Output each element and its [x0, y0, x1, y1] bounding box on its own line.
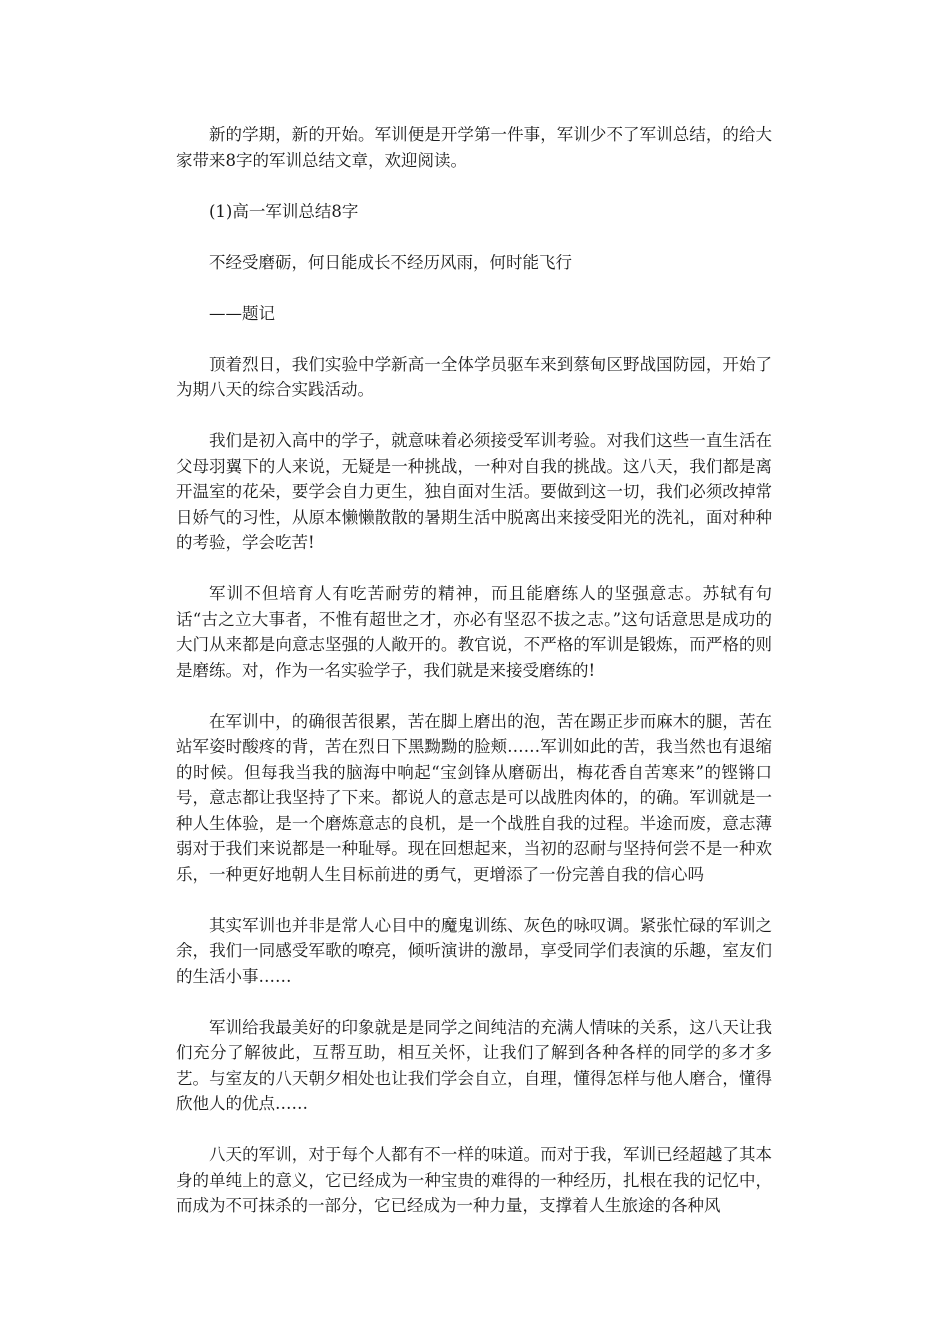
epigraph-attribution: ——题记: [209, 303, 275, 323]
body-paragraph: 其实军训也并非是常人心目中的魔鬼训练、灰色的咏叹调。紧张忙碌的军训之余，我们一同感受军歌的嘹亮，倾听演讲的激昂，享受同学们表演的乐趣，室友们的生活小事……: [176, 915, 772, 986]
body-paragraph: 顶着烈日，我们实验中学新高一全体学员驱车来到蔡甸区野战国防园，开始了为期八天的综合实践活动。: [176, 354, 772, 399]
body-paragraph: 在军训中，的确很苦很累，苦在脚上磨出的泡，苦在踢正步而麻木的腿，苦在站军姿时酸疼的背，苦在烈日下黑黝黝的脸颊……军训如此的苦，我当然也有退缩的时候。但每我当我的脑海中响起“宝剑锋从磨砺出，梅花香自苦寒来”的铿锵口号，意志都让我坚持了下来。都说人的意志是可以战胜肉体的，的确。军训就是一种人生体验，是一个磨炼意志的良机，是一个战胜自我的过程。半途而废，意志薄弱对于我们来说都是一种耻辱。现在回想起来，当初的忍耐与坚持何尝不是一种欢乐，一种更好地朝人生目标前进的勇气，更增添了一份完善自我的信心吗: [176, 711, 772, 884]
section-heading: (1)高一军训总结8字: [209, 201, 359, 221]
body-paragraph: 军训给我最美好的印象就是是同学之间纯洁的充满人情味的关系，这八天让我们充分了解彼此，互帮互助，相互关怀，让我们了解到各种各样的同学的多才多艺。与室友的八天朝夕相处也让我们学会自立，自理，懂得怎样与他人磨合，懂得欣他人的优点……: [176, 1017, 772, 1113]
intro-paragraph: 新的学期，新的开始。军训便是开学第一件事，军训少不了军训总结，的给大家带来8字的军训总结文章，欢迎阅读。: [176, 125, 772, 170]
body-paragraph: 我们是初入高中的学子，就意味着必须接受军训考验。对我们这些一直生活在父母羽翼下的人来说，无疑是一种挑战，一种对自我的挑战。这八天，我们都是离开温室的花朵，要学会自力更生，独自面对生活。要做到这一切，我们必须改掉常日娇气的习性，从原本懒懒散散的暑期生活中脱离出来接受阳光的洗礼，面对种种的考验，学会吃苦!: [176, 431, 772, 552]
document-body: [176, 122, 772, 1244]
epigraph-line: 不经受磨砺，何日能成长不经历风雨，何时能飞行: [209, 252, 572, 272]
body-paragraph: 军训不但培育人有吃苦耐劳的精神，而且能磨练人的坚强意志。苏轼有句话“古之立大事者，不惟有超世之才，亦必有坚忍不拔之志。”这句话意思是成功的大门从来都是向意志坚强的人敞开的。教官说，不严格的军训是锻炼，而严格的则是磨练。对，作为一名实验学子，我们就是来接受磨练的!: [176, 584, 772, 680]
body-paragraph: 八天的军训，对于每个人都有不一样的味道。而对于我，军训已经超越了其本身的单纯上的意义，它已经成为一种宝贵的难得的一种经历，扎根在我的记忆中，而成为不可抹杀的一部分，它已经成为一种力量，支撑着人生旅途的各种风: [176, 1145, 772, 1215]
